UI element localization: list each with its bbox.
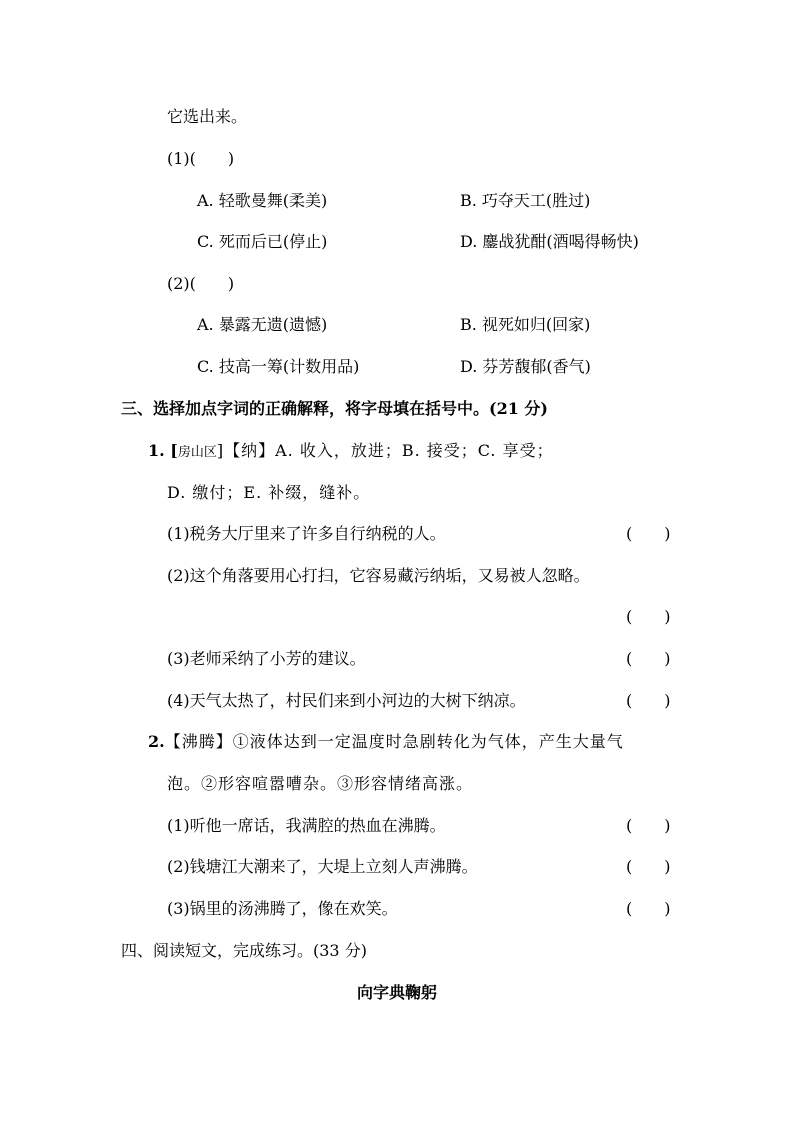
item1-region: 房山区 — [177, 445, 217, 460]
q1-option-b: B. 巧夺天工(胜过) — [460, 191, 591, 210]
item1-definition-cont: D. 缴付；E. 补缀，缝补。 — [167, 483, 371, 502]
q2-option-d: D. 芬芳馥郁(香气) — [460, 357, 591, 376]
item1-definition-text: ]【纳】A. 收入，放进；B. 接受；C. 享受； — [216, 441, 554, 460]
q2-option-b: B. 视死如归(回家) — [460, 315, 591, 334]
item1-sentence-2: (2)这个角落要用心打扫，它容易藏污纳垢，又易被人忽略。 — [167, 566, 590, 585]
answer-blank[interactable]: ( ) — [626, 649, 671, 668]
item1-prefix: 1. [ — [148, 441, 178, 460]
section3-heading: 三、选择加点字词的正确解释，将字母填在括号中。(21 分) — [121, 399, 548, 418]
continuation-text: 它选出来。 — [167, 107, 248, 126]
answer-blank[interactable]: ( ) — [626, 857, 671, 876]
q2-option-a: A. 暴露无遗(遗憾) — [197, 315, 328, 334]
item1-sentence-4: (4)天气太热了，村民们来到小河边的大树下纳凉。 — [167, 691, 526, 710]
item1-sentence-1: (1)税务大厅里来了许多自行纳税的人。 — [167, 524, 446, 543]
item2-definition-cont: 泡。②形容喧嚣嘈杂。③形容情绪高涨。 — [167, 774, 474, 793]
q1-option-a: A. 轻歌曼舞(柔美) — [197, 191, 328, 210]
item1-definition — [148, 440, 554, 464]
q2-option-c: C. 技高一筹(计数用品) — [197, 357, 360, 376]
q2-label: (2)( ) — [167, 274, 235, 293]
item2-sentence-2: (2)钱塘江大潮来了，大堤上立刻人声沸腾。 — [167, 857, 478, 876]
answer-blank[interactable]: ( ) — [626, 691, 671, 710]
item2-definition — [148, 731, 624, 753]
answer-blank[interactable]: ( ) — [626, 524, 671, 543]
answer-blank[interactable]: ( ) — [626, 607, 671, 626]
q1-option-c: C. 死而后已(停止) — [197, 232, 328, 251]
answer-blank[interactable]: ( ) — [626, 899, 671, 918]
item2-sentence-3: (3)锅里的汤沸腾了，像在欢笑。 — [167, 899, 398, 918]
q1-option-d: D. 鏖战犹酣(酒喝得畅快) — [460, 232, 639, 251]
item2-definition-text: 【沸腾】①液体达到一定温度时急剧转化为气体，产生大量气 — [164, 732, 624, 751]
passage-title: 向字典鞠躬 — [356, 983, 437, 1002]
answer-blank[interactable]: ( ) — [626, 816, 671, 835]
q1-label: (1)( ) — [167, 149, 235, 168]
item2-number: 2. — [148, 732, 165, 751]
section4-heading: 四、阅读短文，完成练习。(33 分) — [121, 941, 367, 960]
item2-sentence-1: (1)听他一席话，我满腔的热血在沸腾。 — [167, 816, 446, 835]
item1-sentence-3: (3)老师采纳了小芳的建议。 — [167, 649, 366, 668]
